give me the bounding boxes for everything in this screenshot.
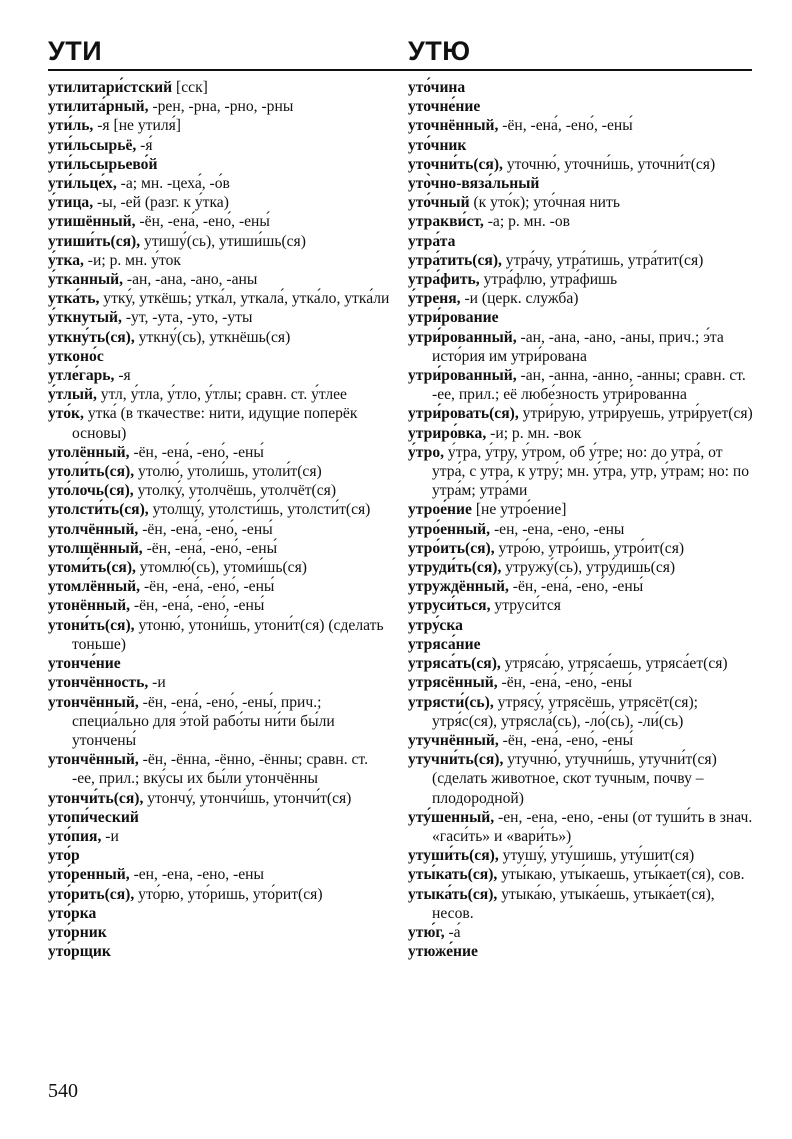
dictionary-entry — [48, 155, 394, 174]
entry-headword: ути́ль, — [48, 117, 94, 135]
entry-definition: -я́ — [136, 136, 153, 154]
entry-definition: утоню́, утони́шь, утони́т(ся) (сделать тоньше) — [72, 616, 384, 653]
dictionary-entry — [408, 865, 754, 884]
dictionary-entry — [48, 942, 394, 961]
entry-definition: [сск] — [172, 79, 208, 96]
entry-headword: утончи́ть(ся), — [48, 789, 144, 807]
entry-headword: уто́пия, — [48, 827, 102, 845]
entry-headword: уто́рщик — [48, 943, 111, 961]
entry-definition: -а; р. мн. -ов — [483, 213, 571, 231]
entry-definition: -ён, -ена́, -ено́, -ены́ — [129, 443, 264, 461]
dictionary-entry — [408, 596, 754, 615]
entry-headword: у́ткнутый, — [48, 309, 122, 327]
entry-headword: уто́лочь(ся), — [48, 482, 134, 500]
entry-headword: утомлённый, — [48, 578, 141, 596]
entry-definition: -ут, -ута, -уто, -уты — [121, 309, 253, 327]
dictionary-entry — [408, 174, 754, 193]
entry-definition: -ен, -ена, -ено, -ены — [490, 520, 625, 538]
entry-headword: утро́енный, — [408, 520, 491, 538]
dictionary-entry — [48, 673, 394, 692]
dictionary-entry — [408, 78, 754, 97]
dictionary-entry — [408, 97, 754, 116]
entry-headword: утруждённый, — [408, 578, 509, 596]
dictionary-entry — [408, 424, 754, 443]
dictionary-entry — [408, 404, 754, 423]
dictionary-entry — [48, 443, 394, 462]
dictionary-entry — [408, 577, 754, 596]
running-head-left: УТИ — [48, 36, 103, 66]
entry-headword: утра́та — [408, 232, 456, 250]
entry-definition: утл, у́тла, у́тло, у́тлы; сравн. ст. у́тлее — [96, 386, 347, 404]
dictionary-entry — [408, 443, 754, 501]
dictionary-entry — [408, 539, 754, 558]
entry-headword: утыка́ть(ся), — [408, 885, 498, 903]
entry-headword: утрое́ние — [408, 501, 472, 519]
dictionary-entry — [48, 404, 394, 442]
entry-headword: утруди́ть(ся), — [408, 559, 502, 577]
entry-headword: утрясённый, — [408, 674, 498, 692]
dictionary-entry — [48, 846, 394, 865]
dictionary-entry — [408, 155, 754, 174]
dictionary-entry — [408, 923, 754, 942]
dictionary-entry — [408, 520, 754, 539]
entry-definition: -а; мн. -цеха́, -о́в — [116, 175, 230, 193]
dictionary-entry — [408, 693, 754, 731]
entry-definition: утра́флю, утра́фишь — [479, 271, 618, 289]
entry-headword: утонённый, — [48, 597, 130, 615]
dictionary-entry — [48, 136, 394, 155]
entry-headword: утони́ть(ся), — [48, 616, 135, 634]
dictionary-entry — [48, 904, 394, 923]
entry-headword: утряса́ние — [408, 635, 481, 653]
entry-definition: -и — [148, 674, 166, 692]
dictionary-entry — [408, 731, 754, 750]
dictionary-entry — [408, 116, 754, 135]
entry-definition: утка́ (в ткачестве: нити, идущие поперёк основы) — [72, 405, 358, 442]
entry-headword: уту́шенный, — [408, 808, 495, 826]
entry-headword: утруси́ться, — [408, 597, 491, 615]
entry-headword: уто́чный — [408, 194, 470, 212]
dictionary-entry — [408, 808, 754, 846]
dictionary-entry — [48, 462, 394, 481]
entry-headword: уточнённый, — [408, 117, 499, 135]
dictionary-entry — [408, 654, 754, 673]
entry-headword: уто́рка — [48, 904, 97, 922]
entry-headword: утри́рованный, — [408, 367, 517, 385]
entry-headword: уто́р — [48, 847, 80, 865]
dictionary-entry — [48, 827, 394, 846]
entry-definition: утишу́(сь), утиши́шь(ся) — [140, 232, 306, 250]
entry-headword: утолщённый, — [48, 539, 143, 557]
dictionary-entry — [48, 174, 394, 193]
entry-headword: утра́тить(ся), — [408, 251, 502, 269]
entry-definition: -я — [114, 367, 131, 385]
dictionary-entry — [408, 846, 754, 865]
entry-headword: утка́ть, — [48, 290, 100, 308]
dictionary-entry — [48, 116, 394, 135]
entry-definition: -и; р. мн. у́ток — [83, 251, 181, 269]
entry-headword: утиши́ть(ся), — [48, 232, 141, 250]
dictionary-entry — [48, 558, 394, 577]
entry-headword: утру́ска — [408, 616, 463, 634]
dictionary-entry — [48, 366, 394, 385]
entry-definition: -а́ — [444, 923, 461, 941]
entry-definition: утружу́(сь), утру́дишь(ся) — [501, 559, 676, 577]
dictionary-entry — [48, 616, 394, 654]
dictionary-entry — [408, 885, 754, 923]
entry-definition: утро́ю, утро́ишь, утро́ит(ся) — [494, 539, 685, 557]
entry-headword: утю́г, — [408, 923, 445, 941]
dictionary-entry — [408, 616, 754, 635]
entry-definition: -ён, -ена́, -ено́, -ены́ — [138, 520, 273, 538]
dictionary-entry — [48, 251, 394, 270]
entry-headword: утюже́ние — [408, 943, 478, 961]
entry-headword: у́тка, — [48, 251, 84, 269]
entry-headword: утра́фить, — [408, 271, 480, 289]
entry-headword: утуши́ть(ся), — [408, 847, 499, 865]
entry-definition: уткну́(сь), уткнёшь(ся) — [134, 328, 291, 346]
entry-headword: уто́рник — [48, 923, 107, 941]
entry-definition: -ён, -ена́, -ено́, -ены́ — [140, 578, 275, 596]
dictionary-entry — [48, 520, 394, 539]
entry-definition: -ён, -ена́, -ено́, -ены́ — [498, 731, 634, 749]
dictionary-entry — [48, 212, 394, 231]
dictionary-entry — [48, 481, 394, 500]
entry-headword: утишённый, — [48, 213, 136, 231]
entry-headword: уто́рить(ся), — [48, 885, 135, 903]
entry-headword: у́тро, — [408, 443, 445, 461]
dictionary-entry — [408, 366, 754, 404]
entry-definition: -ён, -ена́, -ено́, -ены́, прич.; специа́льно для э́той рабо́ты ни́ти бы́ли утончены́ — [72, 693, 335, 749]
dictionary-entry — [408, 500, 754, 519]
entry-definition: утучню́, утучни́шь, утучни́т(ся) (сделать животное, скот тучным, почву – плодородной) — [432, 751, 717, 807]
entry-headword: ути́льсырьево́й — [48, 155, 158, 173]
entry-definition: утолю́, утоли́шь, утоли́т(ся) — [134, 463, 322, 481]
entry-headword: утри́ровать(ся), — [408, 405, 519, 423]
dictionary-entry — [408, 942, 754, 961]
entry-definition: [не утро́ение] — [471, 501, 567, 519]
entry-definition: уто́рю, уто́ришь, уто́рит(ся) — [134, 885, 323, 903]
entry-headword: утончённый, — [48, 751, 139, 769]
page-number: 540 — [48, 1080, 78, 1102]
dictionary-entry — [48, 750, 394, 788]
dictionary-entry — [48, 97, 394, 116]
entry-definition: -ен, -ена, -ено, -ены (от туши́ть в знач. «гаси́ть» и «вари́ть») — [432, 808, 753, 845]
entry-headword: утле́гарь, — [48, 367, 115, 385]
dictionary-entry — [408, 558, 754, 577]
dictionary-entry — [408, 136, 754, 155]
dictionary-entry — [408, 232, 754, 251]
dictionary-entry — [48, 596, 394, 615]
entry-headword: утри́рование — [408, 309, 499, 327]
page-header — [0, 36, 792, 70]
dictionary-entry — [48, 289, 394, 308]
entry-headword: утоли́ть(ся), — [48, 463, 135, 481]
entry-headword: утри́рованный, — [408, 328, 517, 346]
entry-headword: у́треня, — [408, 290, 461, 308]
entry-definition: утолку́, утолчёшь, утолчёт(ся) — [133, 482, 337, 500]
dictionary-entry — [48, 539, 394, 558]
dictionary-entry — [48, 270, 394, 289]
entry-headword: уто́чник — [408, 136, 467, 154]
entry-headword: утряса́ть(ся), — [408, 655, 501, 673]
entry-definition: утончу́, утончи́шь, утончи́т(ся) — [143, 789, 352, 807]
dictionary-entry — [48, 500, 394, 519]
dictionary-entry — [48, 347, 394, 366]
entry-headword: утилитари́стский — [48, 79, 173, 96]
entry-headword: утончённость, — [48, 674, 149, 692]
entry-definition: -ы, -ей (разг. к у́тка) — [93, 194, 229, 212]
dictionary-entry — [408, 212, 754, 231]
dictionary-entry — [408, 750, 754, 808]
right-column — [408, 78, 754, 961]
dictionary-entry — [48, 328, 394, 347]
entry-headword: ути́льсырьё, — [48, 136, 137, 154]
entry-headword: утучни́ть(ся), — [408, 751, 504, 769]
dictionary-entry — [408, 673, 754, 692]
entry-definition: -ён, -ена́, -ено́, -ены́ — [129, 597, 265, 615]
entry-headword: уто́к, — [48, 405, 84, 423]
entry-definition: утри́рую, утри́руешь, утри́рует(ся) — [518, 405, 753, 423]
entry-definition: -рен, -рна, -рно, -рны — [148, 98, 294, 116]
entry-headword: ути́льце́х, — [48, 175, 117, 193]
entry-headword: уточне́ние — [408, 98, 481, 116]
dictionary-entry — [48, 923, 394, 942]
header-rule — [48, 69, 752, 71]
dictionary-entry — [408, 308, 754, 327]
entry-definition: утра́чу, утра́тишь, утра́тит(ся) — [501, 251, 704, 269]
entry-headword: утрясти́(сь), — [408, 693, 494, 711]
entry-definition: утыка́ю, утыка́ешь, утыка́ет(ся), несов. — [432, 885, 715, 922]
dictionary-entry — [48, 789, 394, 808]
dictionary-entry — [48, 385, 394, 404]
dictionary-entry — [408, 289, 754, 308]
entry-definition: уты́каю, уты́каешь, уты́кает(ся), сов. — [497, 866, 745, 884]
dictionary-entry — [408, 328, 754, 366]
entry-definition: утруси́тся — [490, 597, 561, 615]
dictionary-entry — [408, 270, 754, 289]
dictionary-entry — [48, 577, 394, 596]
entry-headword: уты́кать(ся), — [408, 866, 498, 884]
entry-headword: утоми́ть(ся), — [48, 559, 136, 577]
dictionary-entry — [408, 193, 754, 212]
entry-headword: уточни́ть(ся), — [408, 155, 503, 173]
entry-definition: -ён, -ённа, -ённо, -ённы; сравн. ст. -ее, прил.; вку́сы их бы́ли утончённы — [72, 751, 368, 788]
dictionary-entry — [48, 654, 394, 673]
entry-definition: -ен, -ена, -ено, -ены — [129, 866, 264, 884]
dictionary-entry — [48, 885, 394, 904]
dictionary-entry — [48, 308, 394, 327]
entry-definition: -и — [101, 827, 119, 845]
entry-headword: уткну́ть(ся), — [48, 328, 135, 346]
dictionary-entry — [48, 193, 394, 212]
entry-definition: -ан, -ана, -ано, -аны — [123, 271, 258, 289]
entry-definition: утолщу́, утолсти́шь, утолсти́т(ся) — [148, 501, 371, 519]
entry-headword: утконо́с — [48, 347, 104, 365]
entry-headword: утолчённый, — [48, 520, 139, 538]
entry-definition: утряса́ю, утряса́ешь, утряса́ет(ся) — [500, 655, 728, 673]
entry-headword: уто́чина — [408, 79, 466, 96]
entry-definition: -ён, -ена́, -ено́, -ены́ — [142, 539, 278, 557]
dictionary-entry — [48, 865, 394, 884]
entry-headword: утучнённый, — [408, 731, 499, 749]
entry-headword: уто́ренный, — [48, 866, 130, 884]
dictionary-entry — [48, 808, 394, 827]
entry-definition: -ан, -ана, -ано, -аны, прич.; э́та исто́рия им утри́рована — [432, 328, 724, 365]
running-head-right: УТЮ — [408, 36, 471, 66]
dictionary-entry — [48, 78, 394, 97]
entry-headword: утонче́ние — [48, 655, 121, 673]
dictionary-entry — [48, 232, 394, 251]
entry-definition: -ён, -ена́, -ено́, -ены́ — [508, 578, 644, 596]
dictionary-entry — [48, 693, 394, 751]
entry-definition: у́тра, у́тру, у́тром, об у́тре; но: до утра́, от утра́, с утра́, к утру́; мн. у́тра, утр, у́трам; но: по утра́м; утра́ми — [432, 443, 749, 500]
entry-definition: -и; р. мн. -вок — [486, 424, 582, 442]
entry-headword: утро́ить(ся), — [408, 539, 495, 557]
entry-definition: утомлю́(сь), утоми́шь(ся) — [135, 559, 307, 577]
entry-headword: утолённый, — [48, 443, 130, 461]
entry-definition: -и (церк. служба) — [460, 290, 579, 308]
entry-headword: у́тканный, — [48, 271, 124, 289]
entry-headword: утракви́ст, — [408, 213, 484, 231]
entry-definition: утрясу́, утрясёшь, утрясёт(ся); утря́с(ся), утрясла́(сь), -ло́(сь), -ли́(сь) — [432, 693, 698, 730]
entry-definition: уточню́, уточни́шь, уточни́т(ся) — [502, 155, 716, 173]
entry-definition: -ан, -анна, -анно, -анны; сравн. ст. -ее, прил.; её любе́зность утри́рованна — [432, 367, 746, 404]
left-column — [48, 78, 394, 961]
entry-headword: у́тлый, — [48, 386, 97, 404]
entry-definition: -я [не утиля́] — [93, 117, 181, 135]
entry-headword: утолсти́ть(ся), — [48, 501, 149, 519]
entry-headword: у́тица, — [48, 194, 94, 212]
entry-headword: утопи́ческий — [48, 808, 139, 826]
entry-headword: утриро́вка, — [408, 424, 487, 442]
entry-headword: утончённый, — [48, 693, 139, 711]
entry-definition: -ён, -ена́, -ено́, -ены́ — [498, 117, 633, 135]
entry-definition: -ён, -ена́, -ено́, -ены́ — [135, 213, 270, 231]
entry-definition: утушу́, уту́шишь, уту́шит(ся) — [498, 847, 695, 865]
entry-definition: -ён, -ена́, -ено́, -ены́ — [497, 674, 632, 692]
dictionary-entry — [408, 251, 754, 270]
entry-definition: (к уто́к); уто́чная нить — [469, 194, 620, 212]
entry-definition: утку́, уткёшь; утка́л, уткала́, утка́ло, утка́ли — [99, 290, 390, 308]
entry-headword: уто̀чно-вяза́льный — [408, 175, 540, 193]
dictionary-entry — [408, 635, 754, 654]
entry-headword: утилита́рный, — [48, 98, 149, 116]
